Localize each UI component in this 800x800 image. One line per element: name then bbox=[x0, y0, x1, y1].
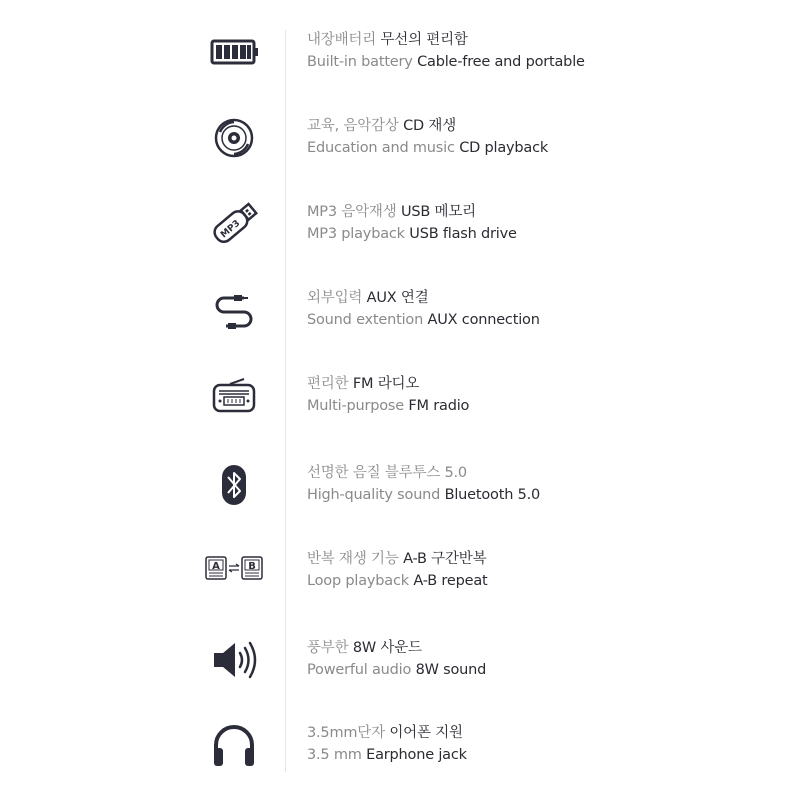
feature-ko-line: MP3 음악재생 USB 메모리 bbox=[307, 204, 476, 220]
battery-icon bbox=[204, 22, 264, 82]
feature-row-headphones bbox=[0, 715, 800, 775]
feature-ko-line: 선명한 음질 블루투스 5.0 bbox=[307, 465, 467, 481]
cd-icon bbox=[204, 108, 264, 168]
feature-row-bluetooth bbox=[0, 455, 800, 515]
feature-ko-line: 반복 재생 기능 A-B 구간반복 bbox=[307, 551, 487, 567]
feature-ko-line: 내장배터리 무선의 편리함 bbox=[307, 32, 468, 48]
headphones-icon bbox=[204, 715, 264, 775]
feature-ko-line: 외부입력 AUX 연결 bbox=[307, 290, 429, 306]
feature-en-line: MP3 playback USB flash drive bbox=[307, 226, 517, 242]
feature-text bbox=[307, 201, 517, 245]
speaker-icon bbox=[204, 630, 264, 690]
feature-text bbox=[307, 287, 540, 331]
feature-text bbox=[307, 548, 488, 592]
usb-drive-icon bbox=[204, 194, 264, 254]
feature-ko-line: 풍부한 8W 사운드 bbox=[307, 640, 422, 656]
feature-en-line: Sound extention AUX connection bbox=[307, 312, 540, 328]
feature-text bbox=[307, 373, 469, 417]
radio-icon bbox=[204, 366, 264, 426]
feature-en-line: 3.5 mm Earphone jack bbox=[307, 747, 467, 763]
ab-icon-label-a: A bbox=[212, 561, 220, 572]
feature-en-line: Multi-purpose FM radio bbox=[307, 398, 470, 414]
bluetooth-icon bbox=[204, 455, 264, 515]
feature-text bbox=[307, 637, 486, 681]
feature-text bbox=[307, 29, 585, 73]
feature-row-usb bbox=[0, 194, 800, 254]
feature-row-cd bbox=[0, 108, 800, 168]
feature-en-line: Education and music CD playback bbox=[307, 140, 549, 156]
feature-en-line: Loop playback A-B repeat bbox=[307, 573, 488, 589]
usb-icon-label: MP3 bbox=[219, 218, 243, 241]
feature-row-battery bbox=[0, 22, 800, 82]
feature-text bbox=[307, 462, 540, 506]
ab-repeat-icon bbox=[204, 541, 264, 601]
feature-en-line: Powerful audio 8W sound bbox=[307, 662, 487, 678]
feature-en-line: High-quality sound Bluetooth 5.0 bbox=[307, 487, 541, 503]
feature-ko-line: 교육, 음악감상 CD 재생 bbox=[307, 118, 457, 134]
feature-ko-line: 3.5mm단자 이어폰 지원 bbox=[307, 725, 463, 741]
ab-icon-label-b: B bbox=[248, 561, 256, 572]
feature-text bbox=[307, 722, 467, 766]
feature-row-ab-repeat bbox=[0, 541, 800, 601]
feature-ko-line: 편리한 FM 라디오 bbox=[307, 376, 420, 392]
feature-row-aux bbox=[0, 280, 800, 340]
feature-en-line: Built-in battery Cable-free and portable bbox=[307, 54, 585, 70]
feature-text bbox=[307, 115, 548, 159]
feature-row-speaker bbox=[0, 630, 800, 690]
aux-cable-icon bbox=[204, 280, 264, 340]
feature-row-radio bbox=[0, 366, 800, 426]
